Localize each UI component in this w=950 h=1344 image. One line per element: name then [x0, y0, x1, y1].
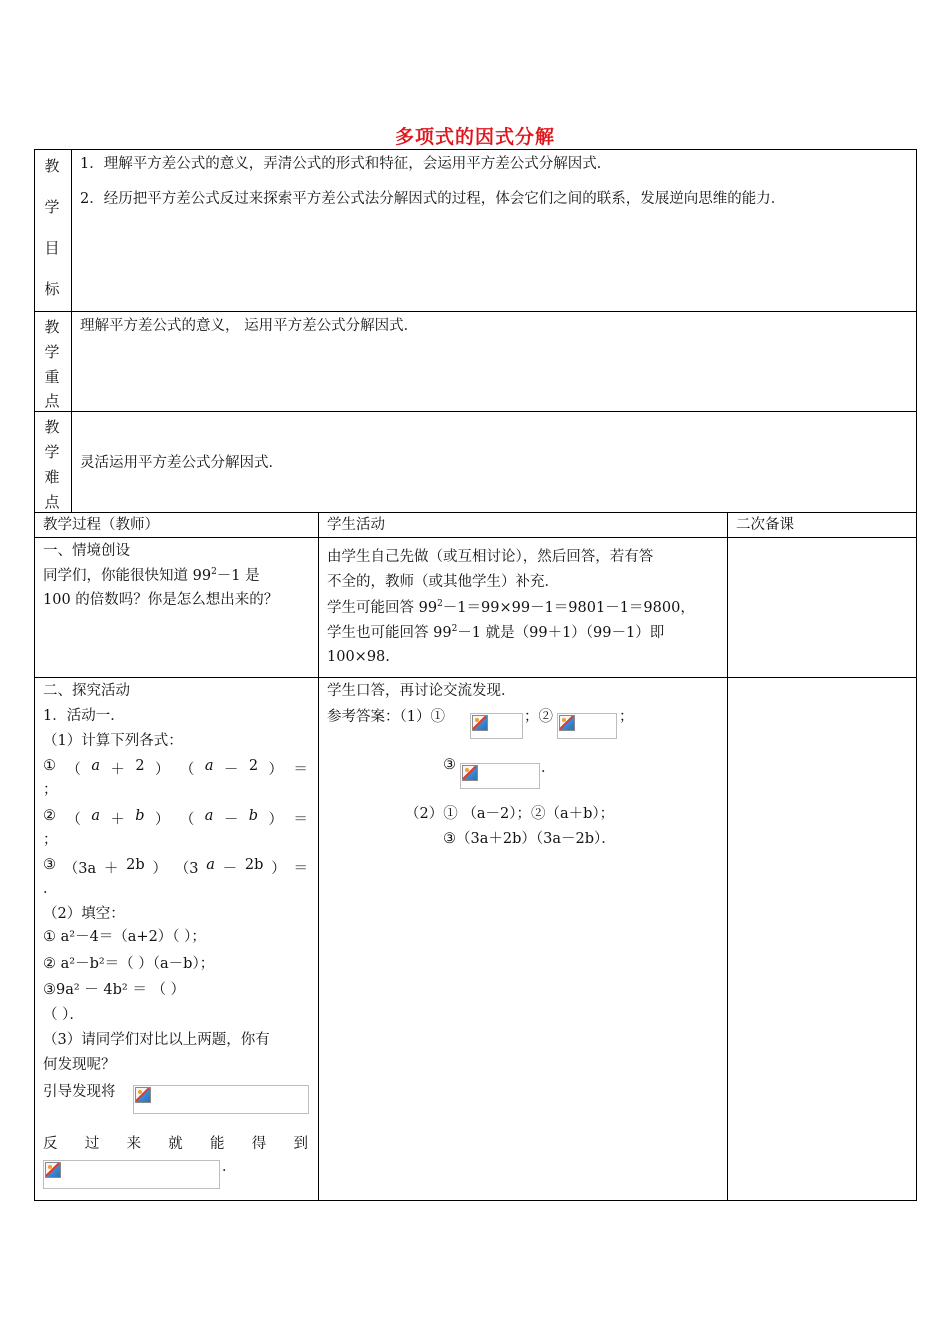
- calc-line-2: ② （ a ＋ b ） （ a － b ） ＝: [43, 808, 308, 828]
- section1-student-line: 学生可能回答 $99^2-1=99\times 99-1=9801-1=9800$，: [327, 599, 695, 616]
- formula-image: [43, 1160, 220, 1189]
- calc-line-3-end: ．: [43, 881, 58, 897]
- column-divider: [318, 512, 319, 1201]
- question-3b: 何发现呢？: [43, 1057, 116, 1073]
- answer-circle-3: ③: [443, 757, 456, 773]
- header-student: 学生活动: [327, 517, 385, 533]
- calc-line-1: ① （ a ＋ 2 ） （ a － 2 ） ＝: [43, 758, 308, 778]
- header-notes: 二次备课: [736, 517, 794, 533]
- answer-separator: ；②: [524, 709, 553, 725]
- label-keypoints-char: 教: [44, 318, 60, 336]
- label-difficulties-char: 学: [44, 443, 60, 461]
- answer-2b: ③（3a＋2b）（3a－2b）．: [443, 831, 616, 847]
- row-divider: [34, 311, 917, 312]
- label-difficulties-char: 难: [44, 468, 60, 486]
- header-teacher: 教学过程（教师）: [43, 517, 159, 533]
- key-points-text: 理解平方差公式的意义， 运用平方差公式分解因式．: [80, 318, 419, 334]
- fill-line-1: ① a²－4＝（a+2）（ ）；: [43, 929, 206, 945]
- broken-image-icon: [462, 765, 478, 781]
- fill-line-3b: （ ）．: [43, 1007, 84, 1023]
- broken-image-icon: [559, 715, 575, 731]
- section1-heading: 一、情境创设: [43, 543, 130, 559]
- activity-label: 1．活动一．: [43, 708, 125, 724]
- answer-2a: （2）① （a－2）；②（a＋b）；: [405, 806, 615, 822]
- row-divider: [34, 411, 917, 412]
- broken-image-icon: [135, 1087, 151, 1103]
- question-2: （2）填空：: [43, 906, 125, 922]
- label-keypoints-char: 学: [44, 343, 60, 361]
- section1-line2: 100 的倍数吗？你是怎么想出来的？: [43, 592, 279, 608]
- section1-student-line: 学生也可能回答 $99^2-1$ 就是（99＋1）（99－1）即: [327, 624, 665, 641]
- calc-line-3: ③ （3a ＋ 2b ） （3 a － 2b ） ＝: [43, 857, 308, 877]
- label-difficulties-char: 教: [44, 418, 60, 436]
- column-divider: [727, 512, 728, 1201]
- section2-student-line: 学生口答，再讨论交流发现．: [327, 683, 516, 699]
- row-divider: [34, 677, 917, 678]
- label-objectives-char: 教: [44, 157, 60, 175]
- section1-student-line: 由学生自己先做（或互相讨论），然后回答，若有答: [327, 549, 654, 565]
- section2-heading: 二、探究活动: [43, 683, 130, 699]
- answer-image: [557, 713, 617, 739]
- section1-student-line: 100×98.: [327, 649, 390, 665]
- label-difficulties-char: 点: [44, 493, 60, 511]
- answer-separator: ；: [619, 709, 634, 725]
- section2-student-line: 参考答案：（1）①: [327, 709, 445, 725]
- label-objectives-char: 目: [44, 239, 60, 257]
- answer-image: [470, 713, 523, 739]
- section1-line1: 同学们，你能很快知道 $99^2-1$ 是: [43, 567, 260, 584]
- broken-image-icon: [45, 1162, 61, 1178]
- conclude-line: 反 过 来 就 能 得 到: [43, 1136, 308, 1152]
- label-keypoints-char: 点: [44, 392, 60, 410]
- label-keypoints-char: 重: [44, 368, 60, 386]
- label-objectives-char: 学: [44, 198, 60, 216]
- difficulties-text: 灵活运用平方差公式分解因式．: [80, 455, 283, 471]
- calc-line-1-end: ；: [43, 782, 58, 798]
- fill-line-2: ② a²－b²＝（ ）（a－b）；: [43, 956, 215, 972]
- document-title: 多项式的因式分解: [394, 126, 555, 148]
- objective-item-2: 2．经历把平方差公式反过来探索平方差公式法分解因式的过程，体会它们之间的联系，发展逆向思维的能力．: [80, 191, 786, 207]
- objective-item-1: 1．理解平方差公式的意义，弄清公式的形式和特征，会运用平方差公式分解因式．: [80, 156, 612, 172]
- label-objectives-char: 标: [44, 280, 60, 298]
- row-divider: [34, 537, 917, 538]
- section1-student-line: 不全的，教师（或其他学生）补充．: [327, 574, 559, 590]
- fill-line-3: ③9a² － 4b² ＝ （ ）: [43, 982, 186, 998]
- question-1: （1）计算下列各式：: [43, 733, 183, 749]
- conclude-end: ．: [222, 1159, 237, 1175]
- broken-image-icon: [472, 715, 488, 731]
- answer-end: ．: [541, 760, 556, 776]
- calc-line-2-end: ；: [43, 832, 58, 848]
- formula-image: [133, 1085, 309, 1114]
- guide-text: 引导发现将: [43, 1084, 116, 1100]
- label-column-divider: [71, 149, 72, 513]
- question-3a: （3）请同学们对比以上两题，你有: [43, 1032, 270, 1048]
- answer-image: [460, 763, 540, 789]
